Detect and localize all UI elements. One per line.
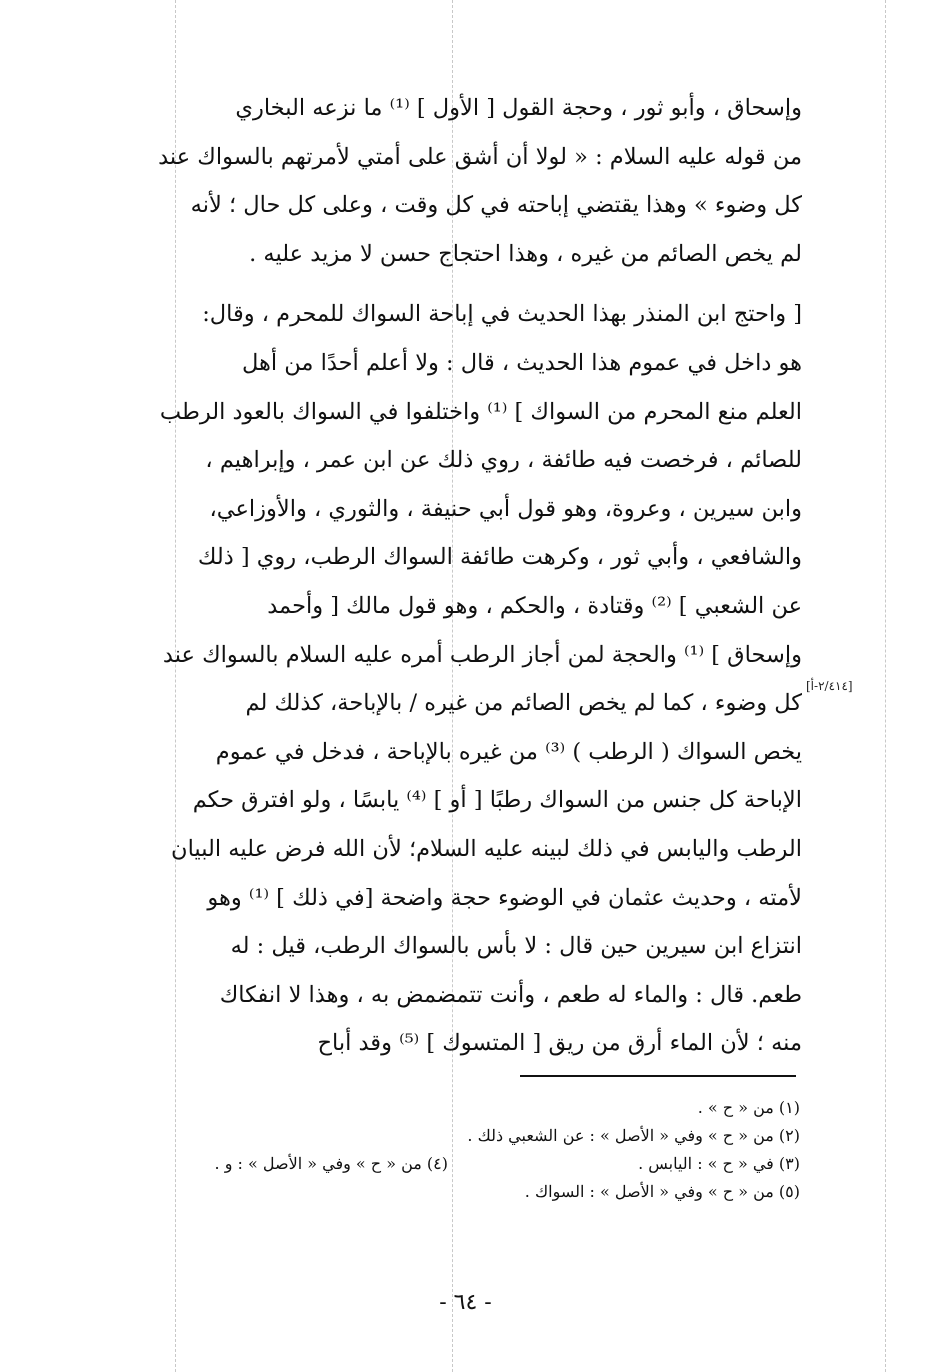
text-line: كل وضوء » وهذا يقتضي إباحته في كل وقت ، وعلى كل حال ؛ لأنه: [190, 192, 802, 219]
text-line: للصائم ، فرخصت فيه طائفة ، روي ذلك عن ابن عمر ، وإبراهيم ،: [205, 447, 802, 474]
margin-reference: [٢/٤١٤-أ]: [806, 679, 853, 693]
paragraph-1: [108, 84, 802, 278]
text-line: كل وضوء ، كما لم يخص الصائم من غيره / بالإباحة، كذلك لم: [245, 690, 802, 717]
text-line: هو داخل في عموم هذا الحديث ، قال : ولا أعلم أحدًا من أهل: [241, 349, 802, 376]
footnote-2: (٢) من « ح » وفي « الأصل » : عن الشعبي ذلك .: [467, 1126, 800, 1145]
footnote-1: (١) من « ح » .: [697, 1098, 800, 1117]
text-line: وابن سيرين ، وعروة، وهو قول أبي حنيفة ، والثوري ، والأوزاعي،: [209, 495, 802, 522]
text-line: وإسحاق ] ⁽¹⁾ والحجة لمن أجاز الرطب أمره عليه السلام بالسواك عند: [162, 641, 802, 668]
text-line: منه ؛ لأن الماء أرق من ريق [ المتسوك ] ⁽⁵⁾ وقد أباح: [317, 1030, 802, 1057]
text-line: من قوله عليه السلام : « لولا أن أشق على أمتي لأمرتهم بالسواك عند: [158, 143, 802, 170]
text-line: لأمته ، وحديث عثمان في الوضوء حجة واضحة [في ذلك ] ⁽¹⁾ وهو: [207, 884, 802, 911]
footnote-row: [108, 1150, 800, 1178]
text-line: انتزاع ابن سيرين حين قال : لا بأس بالسواك الرطب، قيل : له: [230, 933, 802, 960]
main-text: [108, 84, 802, 1068]
footnotes: [108, 1094, 800, 1206]
footnote-4: (٤) من « ح » وفي « الأصل » : و .: [214, 1154, 448, 1173]
text-line: وإسحاق ، وأبو ثور ، وحجة القول [ الأول ] ⁽¹⁾ ما نزعه البخاري: [235, 95, 802, 121]
text-line: يخص السواك ( الرطب ) ⁽³⁾ من غيره بالإباحة ، فدخل في عموم: [215, 738, 802, 765]
text-line: العلم منع المحرم من السواك ] ⁽¹⁾ واختلفوا في السواك بالعود الرطب: [159, 398, 802, 425]
page-number: - ٦٤ -: [439, 1290, 492, 1315]
text-line: والشافعي ، وأبي ثور ، وكرهت طائفة السواك الرطب، روي [ ذلك: [197, 544, 802, 571]
text-line: عن الشعبي ] ⁽²⁾ وقتادة ، والحكم ، وهو قول مالك [ وأحمد: [267, 592, 802, 619]
text-line: الإباحة كل جنس من السواك رطبًا [ أو ] ⁽⁴⁾ يابسًا ، ولو افترق حكم: [192, 787, 802, 814]
footnote-separator: [520, 1075, 796, 1077]
paragraph-2: [108, 290, 802, 1068]
text-line: [ واحتج ابن المنذر بهذا الحديث في إباحة السواك للمحرم ، وقال:: [202, 301, 802, 328]
footnote-3: (٣) في « ح » : اليابس .: [638, 1154, 800, 1173]
text-line: الرطب واليابس في ذلك لبينه عليه السلام؛ لأن الله فرض عليه البيان: [171, 835, 802, 862]
text-line: لم يخص الصائم من غيره ، وهذا احتجاج حسن لا مزيد عليه .: [249, 240, 802, 267]
footnote-5: (٥) من « ح » وفي « الأصل » : السواك .: [524, 1182, 800, 1201]
text-line: طعم. قال : والماء له طعم ، وأنت تتمضمض به ، وهذا لا انفكاك: [219, 981, 802, 1008]
scan-guide-line: [885, 0, 886, 1372]
